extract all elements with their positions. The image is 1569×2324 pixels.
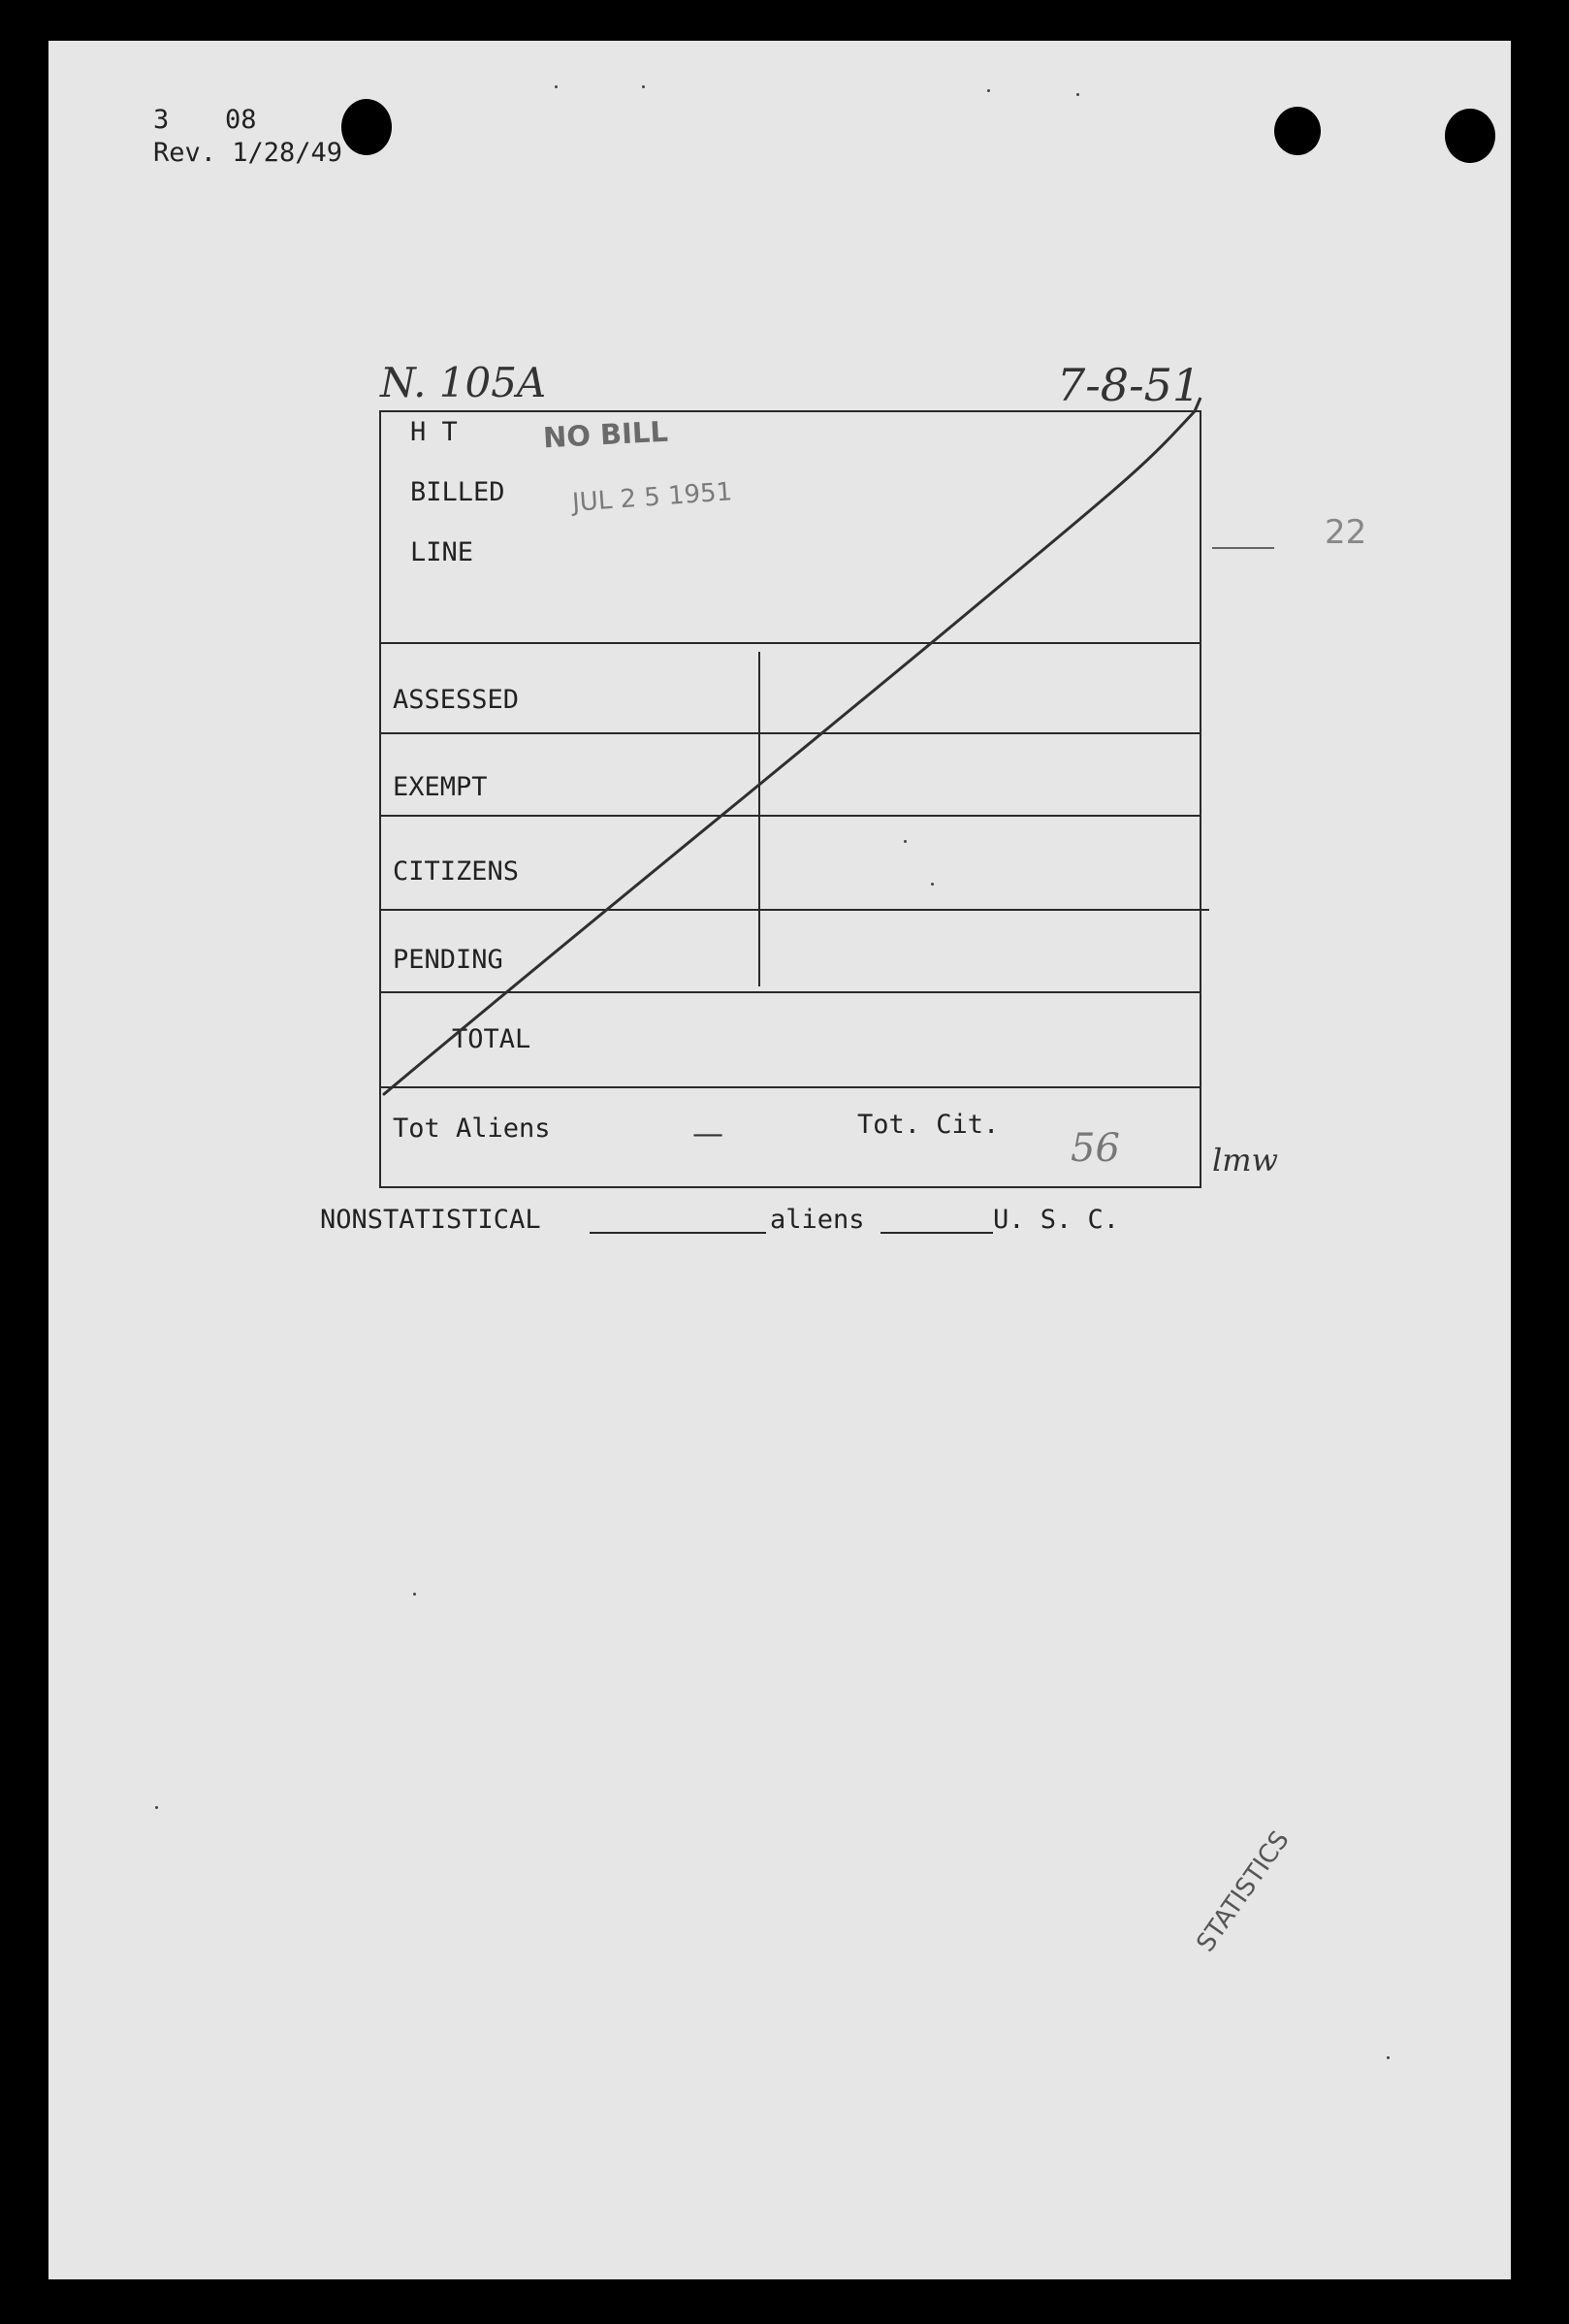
form-divider-citizens bbox=[379, 909, 1209, 911]
punch-hole-right-1 bbox=[1274, 107, 1321, 155]
paper-speck bbox=[1387, 2056, 1390, 2059]
form-row-pending: PENDING bbox=[393, 945, 503, 975]
handwritten-initials: lmw bbox=[1212, 1142, 1278, 1178]
form-row-citizens: CITIZENS bbox=[393, 856, 520, 887]
form-divider-pending bbox=[379, 991, 1201, 993]
punch-hole-right-2 bbox=[1445, 109, 1495, 163]
punch-hole-left bbox=[341, 99, 392, 155]
margin-dash bbox=[1212, 547, 1274, 549]
paper-speck bbox=[413, 1593, 416, 1596]
form-total-label: TOTAL bbox=[452, 1024, 531, 1054]
form-divider-exempt bbox=[379, 815, 1200, 817]
form-row-assessed: ASSESSED bbox=[393, 685, 520, 715]
form-tot-cit-label: Tot. Cit. bbox=[857, 1110, 1000, 1140]
handwritten-date: 7-8-51 bbox=[1057, 359, 1201, 411]
handwritten-tot-cit-count: 56 bbox=[1071, 1126, 1120, 1171]
footer-nonstatistical-label: NONSTATISTICAL bbox=[320, 1205, 541, 1235]
footer-blank-nonstatistical bbox=[590, 1232, 766, 1234]
footer-aliens-label: aliens bbox=[770, 1205, 865, 1235]
paper-speck bbox=[555, 85, 558, 88]
form-number: 3 bbox=[153, 105, 170, 135]
form-box bbox=[379, 410, 1201, 1188]
form-divider-assessed bbox=[379, 732, 1200, 734]
handwritten-case-ref: N. 105A bbox=[380, 359, 547, 406]
form-divider-total bbox=[379, 1086, 1201, 1088]
stamp-margin-number: 22 bbox=[1325, 513, 1367, 552]
stamp-statistics: STATISTICS bbox=[1191, 1825, 1296, 1958]
form-revision: Rev. 1/28/49 bbox=[153, 138, 343, 168]
form-divider-header bbox=[379, 642, 1201, 644]
form-label-billed: BILLED bbox=[410, 477, 505, 507]
paper-speck bbox=[987, 89, 990, 92]
form-column-divider bbox=[758, 652, 760, 986]
stamp-date: JUL 2 5 1951 bbox=[571, 477, 734, 518]
paper-speck bbox=[155, 1806, 158, 1809]
paper-speck bbox=[1076, 93, 1079, 96]
form-tot-aliens-label: Tot Aliens bbox=[393, 1114, 551, 1144]
form-row-exempt: EXEMPT bbox=[393, 772, 488, 802]
handwritten-aliens-dash: — bbox=[692, 1114, 723, 1151]
footer-blank-aliens bbox=[881, 1232, 993, 1234]
paper-speck bbox=[642, 85, 645, 88]
form-number-tail: 08 bbox=[225, 105, 257, 135]
form-label-ht: H T bbox=[410, 417, 458, 447]
stamp-no-bill: NO BILL bbox=[542, 414, 669, 455]
form-label-line: LINE bbox=[410, 537, 474, 567]
footer-usc-label: U. S. C. bbox=[993, 1205, 1120, 1235]
